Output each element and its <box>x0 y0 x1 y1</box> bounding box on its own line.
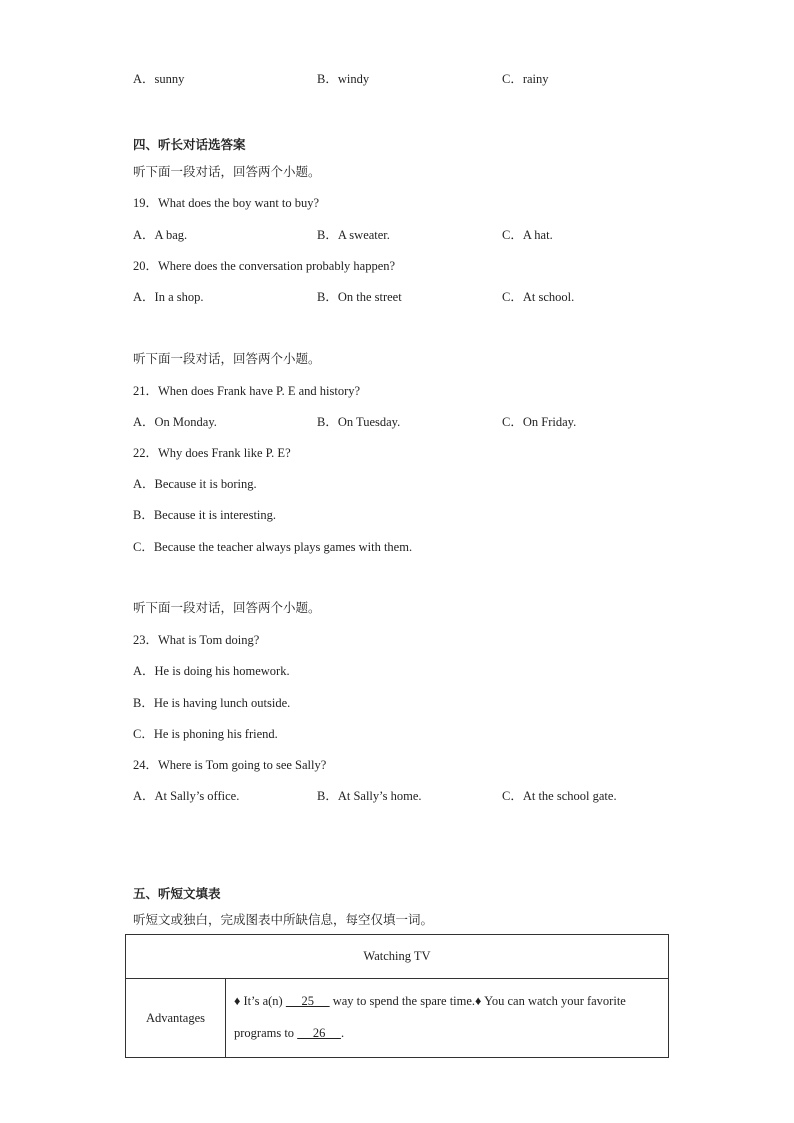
dialogue1-instruction: 听下面一段对话，回答两个小题。 <box>133 164 321 179</box>
dialogue3-instruction: 听下面一段对话，回答两个小题。 <box>133 600 321 615</box>
q19-option-c: C．A hat. <box>502 228 553 242</box>
q21-option-b: B．On Tuesday. <box>317 415 401 429</box>
q20-option-a: A．In a shop. <box>133 290 204 304</box>
q20-option-c: C．At school. <box>502 290 575 304</box>
q23-option-b: B．He is having lunch outside. <box>133 696 291 710</box>
q24-stem: 24．Where is Tom going to see Sally? <box>133 758 327 772</box>
q18-option-b: B．windy <box>317 72 370 86</box>
q18-option-c: C．rainy <box>502 72 549 86</box>
q24-option-c: C．At the school gate. <box>502 789 617 803</box>
advantages-text-2: way to spend the spare time.♦ You can watch your favorite programs to <box>234 994 626 1040</box>
section5-heading: 五、听短文填表 <box>133 886 221 901</box>
q23-option-c: C．He is phoning his friend. <box>133 727 278 741</box>
advantages-text-3: . <box>340 1026 345 1040</box>
q20-option-b: B．On the street <box>317 290 402 304</box>
q21-stem: 21．When does Frank have P. E and history? <box>133 384 361 398</box>
q19-stem: 19．What does the boy want to buy? <box>133 196 320 210</box>
q23-option-a: A．He is doing his homework. <box>133 664 290 678</box>
q19-option-a: A．A bag. <box>133 228 188 242</box>
q24-option-b: B．At Sally’s home. <box>317 789 422 803</box>
blank-25[interactable]: 25 <box>285 994 330 1008</box>
q21-option-c: C．On Friday. <box>502 415 577 429</box>
q22-option-a: A．Because it is boring. <box>133 477 257 491</box>
q19-option-b: B．A sweater. <box>317 228 390 242</box>
q20-stem: 20．Where does the conversation probably happen? <box>133 259 396 273</box>
q22-option-b: B．Because it is interesting. <box>133 508 277 522</box>
section5-instruction: 听短文或独白，完成图表中所缺信息，每空仅填一词。 <box>133 912 434 927</box>
dialogue2-instruction: 听下面一段对话，回答两个小题。 <box>133 351 321 366</box>
q18-option-a: A．sunny <box>133 72 185 86</box>
q21-option-a: A．On Monday. <box>133 415 217 429</box>
advantages-label: Advantages <box>126 979 226 1058</box>
advantages-text-1: ♦ It’s a(n) <box>234 994 286 1008</box>
q24-option-a: A．At Sally’s office. <box>133 789 240 803</box>
q23-stem: 23．What is Tom doing? <box>133 633 260 647</box>
blank-26[interactable]: 26 <box>297 1026 341 1040</box>
fill-in-table <box>125 934 669 1058</box>
q22-option-c: C．Because the teacher always plays games with them. <box>133 540 413 554</box>
advantages-content <box>226 979 669 1058</box>
section4-heading: 四、听长对话选答案 <box>133 137 246 152</box>
table-title: Watching TV <box>126 935 669 979</box>
q22-stem: 22．Why does Frank like P. E? <box>133 446 291 460</box>
